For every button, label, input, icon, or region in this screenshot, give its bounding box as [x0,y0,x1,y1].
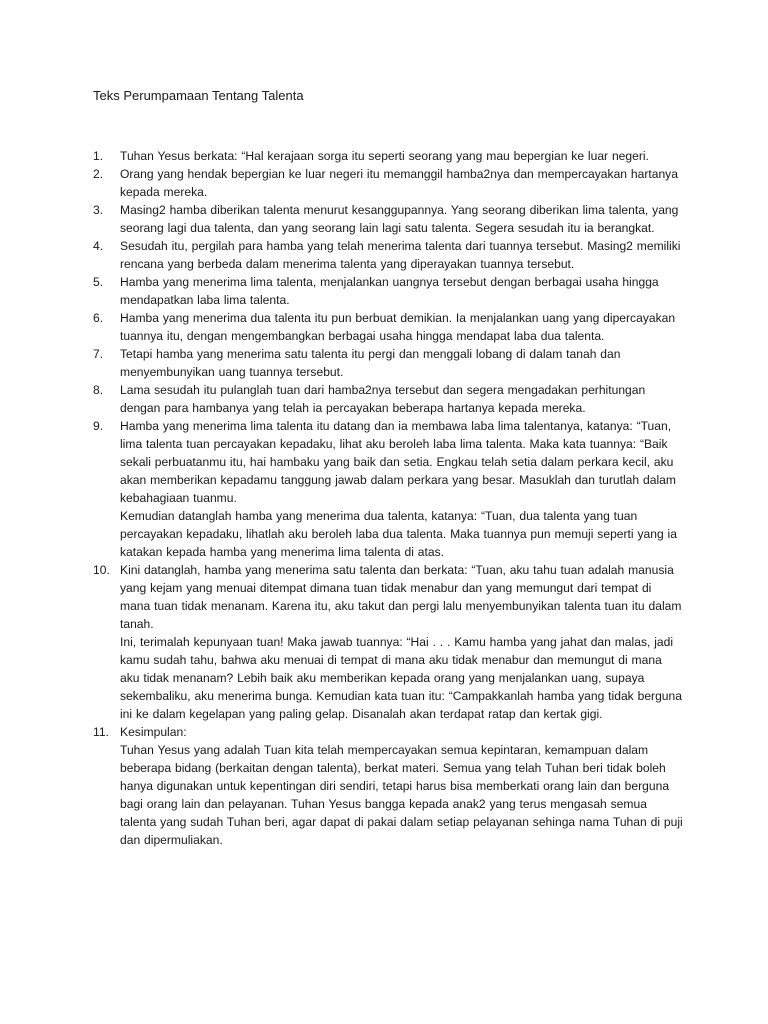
list-item-number: 4. [93,239,104,253]
document-title: Teks Perumpamaan Tentang Talenta [93,88,304,103]
list-item-number: 8. [93,383,104,397]
list-item [93,165,683,201]
list-item-paragraph: Ini, terimalah kepunyaan tuan! Maka jawab tuannya: “Hai . . . Kamu hamba yang jahat dan malas, jadi kamu sudah tahu, bahwa aku menuai di tempat di mana aku tidak menabur dan memungut di mana aku tidak menanam? Lebih baik aku memberikan kepada orang yang menjalankan uang, supaya sekembaliku, aku menerima bunga. Kemudian kata tuan itu: “Campakkanlah hamba yang tidak berguna ini ke dalam kegelapan yang paling gelap. Disanalah akan terdapat ratap dan kertak gigi. [120,635,682,721]
list-item [93,381,683,417]
list-item [93,345,683,381]
list-item [93,309,683,345]
list-item-paragraph: Hamba yang menerima dua talenta itu pun berbuat demikian. Ia menjalankan uang yang dipercayakan tuannya itu, dengan mengembangkan berbagai usaha hingga mendapat laba dua talenta. [120,311,676,343]
list-item-paragraph: Hamba yang menerima lima talenta, menjalankan uangnya tersebut dengan berbagai usaha hingga mendapatkan laba lima talenta. [120,275,659,307]
list-item-paragraph: Kini datanglah, hamba yang menerima satu talenta dan berkata: “Tuan, aku tahu tuan adalah manusia yang kejam yang menuai ditempat dimana tuan tidak menabur dan yang memungut dari tempat di mana tuan tidak menanam. Karena itu, aku takut dan pergi lalu menyembunyikan talenta tuan itu dalam tanah. [120,563,682,631]
list-item-number: 6. [93,311,104,325]
list-item-number: 7. [93,347,104,361]
list-item-number: 9. [93,419,104,433]
list-item-paragraph: Kesimpulan: [120,725,187,739]
list-item-paragraph: Sesudah itu, pergilah para hamba yang telah menerima talenta dari tuannya tersebut. Masing2 memiliki rencana yang berbeda dalam menerima talenta yang diperayakan tuannya tersebut. [120,239,681,271]
list-item-paragraph: Lama sesudah itu pulanglah tuan dari hamba2nya tersebut dan segera mengadakan perhitungan dengan para hambanya yang telah ia percayakan beberapa hartanya kepada mereka. [120,383,646,415]
list-item [93,723,683,849]
list-item [93,273,683,309]
numbered-list [93,147,683,849]
list-item-paragraph: Tuhan Yesus yang adalah Tuan kita telah mempercayakan semua kepintaran, kemampuan dalam beberapa bidang (berkaitan dengan talenta), berkat materi. Semua yang telah Tuhan beri tidak boleh hanya digunakan untuk kepentingan diri sendiri, tetapi harus bisa memberkati orang lain dan berguna bagi orang lain dan pelayanan. Tuhan Yesus bangga kepada anak2 yang terus mengasah semua talenta yang sudah Tuhan beri, agar dapat di pakai dalam setiap pelayanan sehinga nama Tuhan di puji dan dipermuliakan. [120,743,683,847]
list-item-number: 1. [93,149,104,163]
list-item-number: 11. [93,725,109,739]
list-item-paragraph: Tetapi hamba yang menerima satu talenta itu pergi dan menggali lobang di dalam tanah dan menyembunyikan uang tuannya tersebut. [120,347,621,379]
list-item-number: 10. [93,563,110,577]
list-item-paragraph: Hamba yang menerima lima talenta itu datang dan ia membawa laba lima talentanya, katanya: “Tuan, lima talenta tuan percayakan kepadaku, lihat aku beroleh laba lima talenta. Maka kata tuannya: “Baik sekali perbuatanmu itu, hai hambaku yang baik dan setia. Engkau telah setia dalam perkara kecil, aku akan memberikan kepadamu tanggung jawab dalam perkara yang besar. Masuklah dan turutlah dalam kebahagiaan tuanmu. [120,419,676,505]
list-item-paragraph: Masing2 hamba diberikan talenta menurut kesanggupannya. Yang seorang diberikan lima talenta, yang seorang lagi dua talenta, dan yang seorang lain lagi satu talenta. Segera sesudah itu ia berangkat. [120,203,679,235]
list-item-number: 5. [93,275,104,289]
list-item-number: 3. [93,203,104,217]
list-item [93,147,683,165]
list-item [93,561,683,723]
list-item-number: 2. [93,167,104,181]
list-item [93,237,683,273]
list-item [93,201,683,237]
list-item-paragraph: Tuhan Yesus berkata: “Hal kerajaan sorga itu seperti seorang yang mau bepergian ke luar negeri. [120,149,649,163]
list-item-paragraph: Kemudian datanglah hamba yang menerima dua talenta, katanya: “Tuan, dua talenta yang tuan percayakan kepadaku, lihatlah aku beroleh laba dua talenta. Maka tuannya pun memuji seperti yang ia katakan kepada hamba yang menerima lima talenta di atas. [120,509,677,559]
list-item [93,417,683,561]
list-item-paragraph: Orang yang hendak bepergian ke luar negeri itu memanggil hamba2nya dan mempercayakan hartanya kepada mereka. [120,167,678,199]
